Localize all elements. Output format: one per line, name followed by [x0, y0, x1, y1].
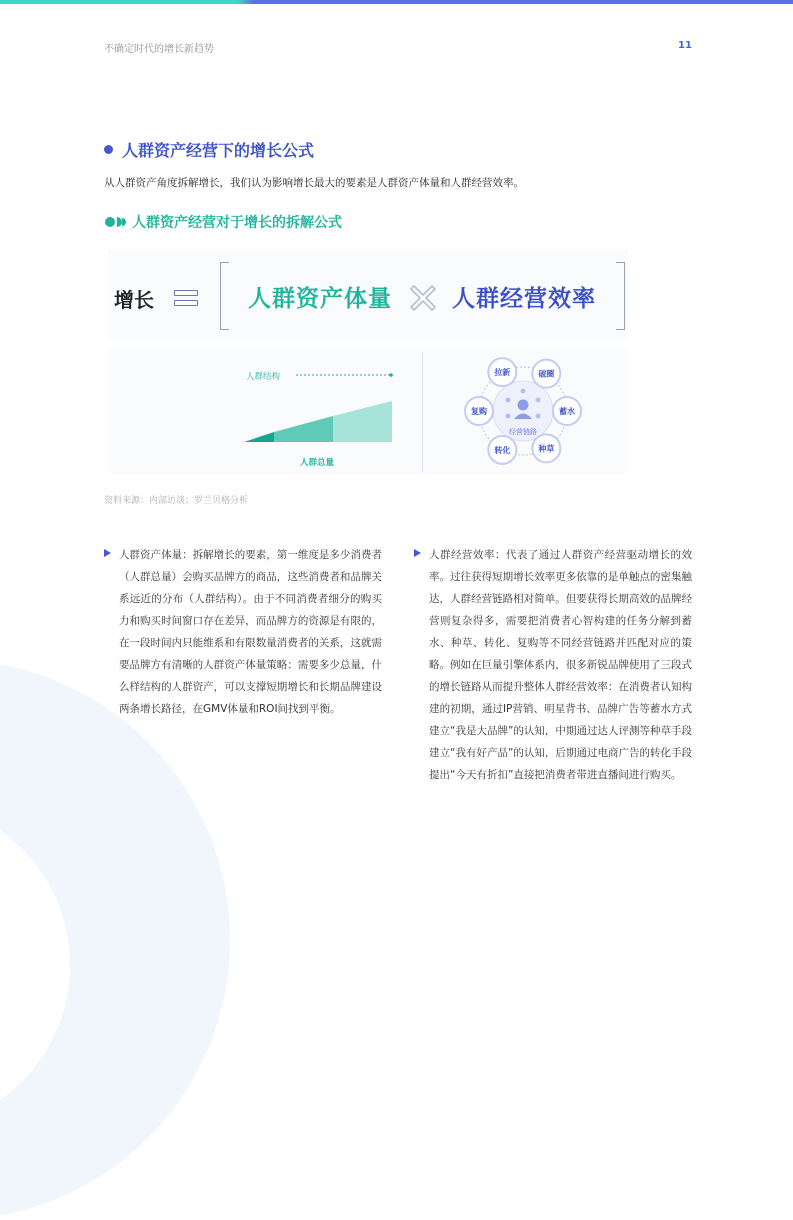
page-number: 11 [678, 40, 692, 51]
wedge-segment-2 [274, 416, 333, 442]
total-label: 人群总量 [300, 458, 335, 468]
cycle-node-label: 复购 [471, 407, 487, 416]
column-left [104, 544, 382, 720]
wedge-chart [108, 348, 418, 474]
top-accent-bar [0, 0, 793, 4]
column-right [414, 544, 692, 786]
formula-left-term: 增长 [114, 288, 154, 312]
cycle-node-label: 蓄水 [559, 407, 575, 416]
equals-icon [174, 290, 198, 310]
cycle-node-label: 破圈 [538, 369, 555, 379]
cycle-node-label: 拉新 [494, 368, 511, 378]
formula-term-efficiency: 人群经营效率 [452, 286, 596, 312]
wedge-segment-3 [333, 401, 392, 442]
structure-label: 人群结构 [246, 372, 281, 382]
section-intro: 从人群资产角度拆解增长，我们认为影响增长最大的要素是人群资产体量和人群经营效率。 [104, 177, 524, 189]
formula-term-volume: 人群资产体量 [248, 286, 392, 312]
wedge-segment-1 [244, 432, 274, 442]
bracket-left [220, 262, 229, 330]
cycle-center-label: 经营链路 [509, 428, 537, 436]
figure-heading [104, 212, 342, 232]
figure-panel [108, 348, 628, 474]
figure-marker-icon [104, 216, 128, 228]
column-right-text: 人群经营效率：代表了通过人群资产经营驱动增长的效率。过往获得短期增长效率更多依靠的是单触点的密集触达，人群经营链路相对简单。但要获得长期高效的品牌经营则复杂得多，需要把消费者心智构建的任务分解到蓄水、种草、转化、复购等不同经营链路并匹配对应的策略。例如在巨量引擎体系内，很多新锐品牌使用了三段式的增长链路从而提升整体人群经营效率：在消费者认知构建的初期，通过IP营销、明星背书、品牌广告等蓄水方式建立“我是大品牌”的认知，中期通过达人评测等种草手段建立“我有好产品”的认知，后期通过电商广告的转化手段提出“今天有折扣”直接把消费者带进直播间进行购买。 [429, 549, 692, 781]
triangle-bullet-icon [414, 549, 421, 557]
figure-title: 人群资产经营对于增长的拆解公式 [132, 215, 342, 231]
operation-cycle-diagram [428, 348, 628, 474]
bullet-dot-icon [104, 145, 113, 154]
column-left-text: 人群资产体量：拆解增长的要素，第一维度是多少消费者（人群总量）会购买品牌方的商品，这些消费者和品牌关系远近的分布（人群结构）。由于不同消费者细分的购买力和购买时间窗口存在差异，而品牌方的资源是有限的，在一段时间内只能维系和有限数量消费者的关系，这就需要品牌方有清晰的人群资产体量策略：需要多少总量，什么样结构的人群资产，可以支撑短期增长和长期品牌建设两条增长路径，在GMV体量和ROI间找到平衡。 [119, 549, 382, 715]
figure-source: 资料来源：内部访谈；罗兰贝格分析 [104, 496, 249, 506]
panel-divider [422, 352, 423, 472]
triangle-bullet-icon [104, 549, 111, 557]
section-title: 人群资产经营下的增长公式 [122, 141, 315, 160]
running-header: 不确定时代的增长新趋势 [104, 44, 214, 55]
structure-line-end [389, 373, 393, 377]
growth-formula [108, 250, 628, 340]
cycle-node-label: 转化 [494, 445, 511, 455]
cycle-node-label: 种草 [538, 444, 555, 454]
bracket-right [616, 262, 625, 330]
multiply-icon [408, 283, 438, 313]
section-heading [104, 138, 314, 161]
